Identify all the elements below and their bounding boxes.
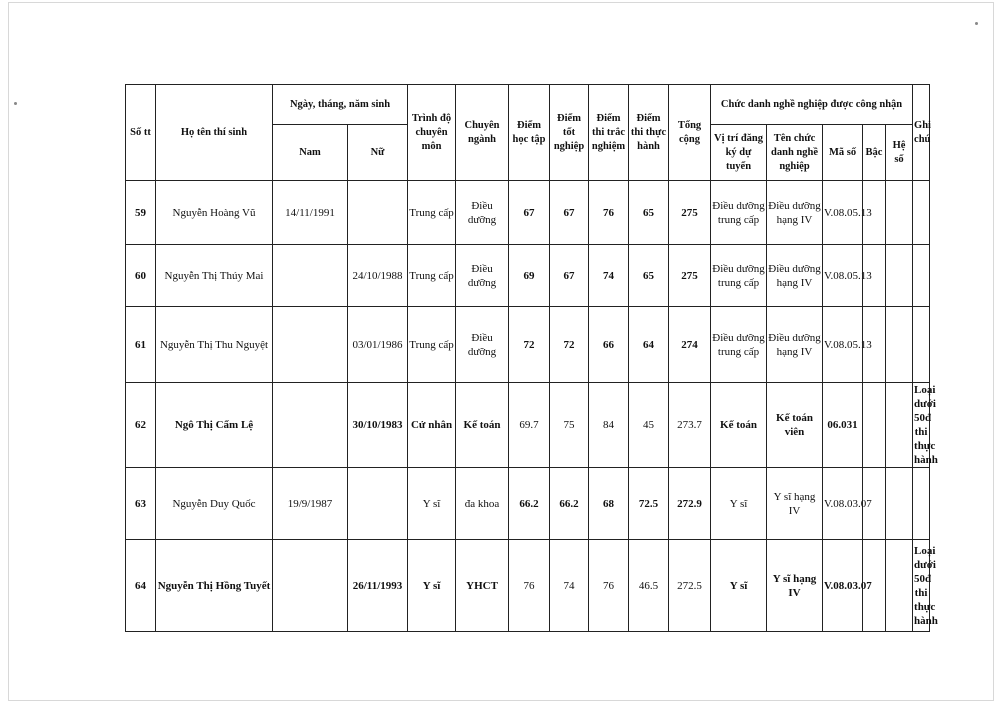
cell-position: Điều dưỡng trung cấp bbox=[711, 307, 767, 383]
cell-major: YHCT bbox=[456, 540, 509, 632]
cell-practice-score: 72.5 bbox=[629, 468, 669, 540]
cell-code: V.08.05.13 bbox=[823, 307, 863, 383]
cell-dob-female: 26/11/1993 bbox=[348, 540, 408, 632]
cell-mcq-score: 84 bbox=[589, 383, 629, 468]
cell-coef bbox=[886, 383, 913, 468]
header-row-top bbox=[126, 85, 930, 125]
table-row bbox=[126, 540, 930, 632]
results-table bbox=[125, 84, 938, 632]
cell-name: Nguyễn Hoàng Vũ bbox=[156, 181, 273, 245]
cell-mcq-score: 74 bbox=[589, 245, 629, 307]
cell-code: V.08.03.07 bbox=[823, 468, 863, 540]
header-stt: Số tt bbox=[126, 85, 156, 181]
cell-study-score: 67 bbox=[509, 181, 550, 245]
header-position: Vị trí đăng ký dự tuyển bbox=[711, 125, 767, 181]
cell-mcq-score: 66 bbox=[589, 307, 629, 383]
cell-code: V.08.05.13 bbox=[823, 181, 863, 245]
table-row bbox=[126, 383, 930, 468]
cell-mcq-score: 76 bbox=[589, 540, 629, 632]
cell-stt: 59 bbox=[126, 181, 156, 245]
cell-dob-female: 30/10/1983 bbox=[348, 383, 408, 468]
cell-grad-score: 67 bbox=[550, 245, 589, 307]
scan-mark bbox=[975, 22, 978, 25]
cell-position: Điều dưỡng trung cấp bbox=[711, 245, 767, 307]
cell-note bbox=[913, 181, 930, 245]
cell-dob-male bbox=[273, 540, 348, 632]
cell-coef bbox=[886, 181, 913, 245]
header-title-name: Tên chức danh nghề nghiệp bbox=[767, 125, 823, 181]
cell-stt: 62 bbox=[126, 383, 156, 468]
header-coef: Hệ số bbox=[886, 125, 913, 181]
cell-note bbox=[913, 245, 930, 307]
cell-study-score: 66.2 bbox=[509, 468, 550, 540]
cell-dob-female: 03/01/1986 bbox=[348, 307, 408, 383]
cell-grad-score: 66.2 bbox=[550, 468, 589, 540]
cell-study-score: 72 bbox=[509, 307, 550, 383]
cell-name: Nguyễn Duy Quốc bbox=[156, 468, 273, 540]
cell-dob-male: 19/9/1987 bbox=[273, 468, 348, 540]
cell-level: Trung cấp bbox=[408, 245, 456, 307]
cell-stt: 64 bbox=[126, 540, 156, 632]
cell-coef bbox=[886, 540, 913, 632]
header-dob-female: Nữ bbox=[348, 125, 408, 181]
header-study-score: Điểm học tập bbox=[509, 85, 550, 181]
header-dob: Ngày, tháng, năm sinh bbox=[273, 85, 408, 125]
table-row bbox=[126, 307, 930, 383]
cell-name: Nguyễn Thị Hồng Tuyết bbox=[156, 540, 273, 632]
cell-practice-score: 65 bbox=[629, 245, 669, 307]
cell-coef bbox=[886, 468, 913, 540]
header-note: Ghi chú bbox=[913, 85, 930, 181]
cell-total: 275 bbox=[669, 245, 711, 307]
cell-level: Y sĩ bbox=[408, 468, 456, 540]
cell-total: 272.9 bbox=[669, 468, 711, 540]
cell-study-score: 76 bbox=[509, 540, 550, 632]
cell-name: Ngô Thị Cẩm Lệ bbox=[156, 383, 273, 468]
header-name: Họ tên thí sinh bbox=[156, 85, 273, 181]
cell-practice-score: 46.5 bbox=[629, 540, 669, 632]
cell-name: Nguyễn Thị Thúy Mai bbox=[156, 245, 273, 307]
cell-position: Kế toán bbox=[711, 383, 767, 468]
cell-stt: 60 bbox=[126, 245, 156, 307]
cell-note bbox=[913, 307, 930, 383]
header-code: Mã số bbox=[823, 125, 863, 181]
cell-grad-score: 74 bbox=[550, 540, 589, 632]
header-dob-male: Nam bbox=[273, 125, 348, 181]
cell-dob-female: 24/10/1988 bbox=[348, 245, 408, 307]
cell-dob-male bbox=[273, 383, 348, 468]
header-major: Chuyên ngành bbox=[456, 85, 509, 181]
cell-major: đa khoa bbox=[456, 468, 509, 540]
cell-level: Cử nhân bbox=[408, 383, 456, 468]
cell-practice-score: 65 bbox=[629, 181, 669, 245]
cell-mcq-score: 76 bbox=[589, 181, 629, 245]
scan-mark bbox=[14, 102, 17, 105]
cell-grad-score: 75 bbox=[550, 383, 589, 468]
cell-dob-male bbox=[273, 245, 348, 307]
cell-practice-score: 64 bbox=[629, 307, 669, 383]
cell-code: 06.031 bbox=[823, 383, 863, 468]
cell-position: Y sĩ bbox=[711, 540, 767, 632]
header-grad-score: Điểm tốt nghiệp bbox=[550, 85, 589, 181]
cell-title-name: Y sĩ hạng IV bbox=[767, 468, 823, 540]
cell-position: Y sĩ bbox=[711, 468, 767, 540]
cell-note: Loại dưới 50đ thi thực hành bbox=[914, 384, 938, 466]
header-grade: Bậc bbox=[863, 125, 886, 181]
cell-code: V.08.03.07 bbox=[823, 540, 863, 632]
header-total: Tổng cộng bbox=[669, 85, 711, 181]
cell-level: Trung cấp bbox=[408, 181, 456, 245]
cell-stt: 61 bbox=[126, 307, 156, 383]
cell-total: 275 bbox=[669, 181, 711, 245]
cell-level: Trung cấp bbox=[408, 307, 456, 383]
cell-major: Điều dưỡng bbox=[456, 245, 509, 307]
cell-mcq-score: 68 bbox=[589, 468, 629, 540]
table-row bbox=[126, 181, 930, 245]
cell-note bbox=[913, 468, 930, 540]
cell-code: V.08.05.13 bbox=[823, 245, 863, 307]
cell-name: Nguyễn Thị Thu Nguyệt bbox=[156, 307, 273, 383]
table-row bbox=[126, 245, 930, 307]
cell-dob-male: 14/11/1991 bbox=[273, 181, 348, 245]
cell-major: Điều dưỡng bbox=[456, 307, 509, 383]
cell-grad-score: 67 bbox=[550, 181, 589, 245]
cell-practice-score: 45 bbox=[629, 383, 669, 468]
cell-coef bbox=[886, 307, 913, 383]
cell-title-name: Kế toán viên bbox=[767, 383, 823, 468]
cell-dob-male bbox=[273, 307, 348, 383]
header-level: Trình độ chuyên môn bbox=[408, 85, 456, 181]
header-mcq-score: Điểm thi trắc nghiệm bbox=[589, 85, 629, 181]
table-row bbox=[126, 468, 930, 540]
cell-grad-score: 72 bbox=[550, 307, 589, 383]
cell-total: 272.5 bbox=[669, 540, 711, 632]
cell-title-name: Y sĩ hạng IV bbox=[767, 540, 823, 632]
cell-title-name: Điều dưỡng hạng IV bbox=[767, 307, 823, 383]
cell-dob-female bbox=[348, 181, 408, 245]
cell-stt: 63 bbox=[126, 468, 156, 540]
cell-study-score: 69 bbox=[509, 245, 550, 307]
cell-major: Kế toán bbox=[456, 383, 509, 468]
cell-title-name: Điều dưỡng hạng IV bbox=[767, 245, 823, 307]
cell-study-score: 69.7 bbox=[509, 383, 550, 468]
cell-level: Y sĩ bbox=[408, 540, 456, 632]
cell-total: 274 bbox=[669, 307, 711, 383]
cell-coef bbox=[886, 245, 913, 307]
header-title-group: Chức danh nghề nghiệp được công nhận bbox=[711, 85, 913, 125]
cell-title-name: Điều dưỡng hạng IV bbox=[767, 181, 823, 245]
header-practice-score: Điểm thi thực hành bbox=[629, 85, 669, 181]
cell-major: Điều dưỡng bbox=[456, 181, 509, 245]
cell-position: Điều dưỡng trung cấp bbox=[711, 181, 767, 245]
cell-grade bbox=[863, 383, 886, 468]
cell-note: Loại dưới 50đ thi thực hành bbox=[913, 540, 930, 632]
cell-total: 273.7 bbox=[669, 383, 711, 468]
cell-dob-female bbox=[348, 468, 408, 540]
